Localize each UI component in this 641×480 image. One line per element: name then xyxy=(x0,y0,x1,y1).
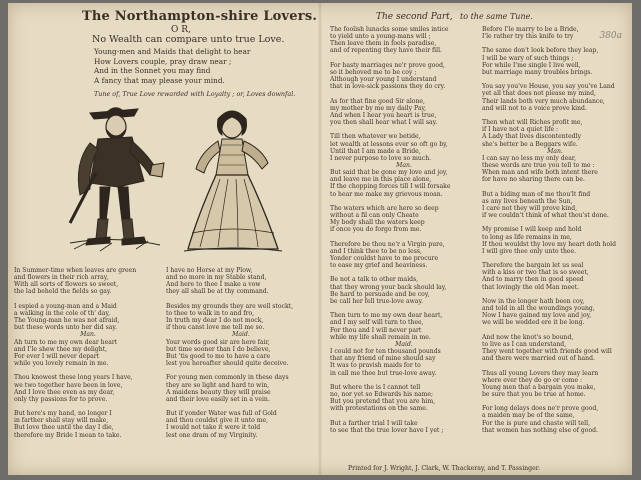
verse-line: But a biding man of me thou'lt find xyxy=(482,190,591,198)
verse-column-2 xyxy=(166,267,316,439)
verse-line: yet all that does not please my mind, xyxy=(482,90,596,98)
verse-line: For long delays does ne'r prove good, xyxy=(482,405,599,413)
verse-line: they are so light and hard to win, xyxy=(166,381,270,389)
verse-line: be call her fell true-love away. xyxy=(330,297,424,305)
verse-line: and no more in my Stable stand, xyxy=(166,274,267,282)
or-text: O R, xyxy=(171,25,191,35)
verse-line: Your words good sir are here fair, xyxy=(166,338,270,346)
verse-line: Now in the longer hath been coy, xyxy=(482,297,585,305)
speaker-label: Man. xyxy=(396,161,412,169)
verse-line: and leave me in this place alone, xyxy=(330,176,432,184)
verse-line: to ease my grief and heaviness. xyxy=(330,262,428,270)
verse-line: if thou canst love me tell me so. xyxy=(166,324,265,332)
verse-line xyxy=(330,234,478,241)
verse-line: But 'tis good to me to have a care xyxy=(166,352,271,360)
verse-line: be sure that you be true at home. xyxy=(482,390,586,398)
verse-line xyxy=(330,269,478,276)
verse-line: and thou couldst give it unto me, xyxy=(166,417,269,425)
verse-line: Then what will Riches profit me, xyxy=(482,119,583,127)
verse-line: but time sooner than I do believe, xyxy=(166,345,271,353)
verse-line: that lovingly the old Man meet. xyxy=(482,283,580,291)
verse-line: Thou knowest these long years I have, xyxy=(14,374,133,382)
verse-line: to long as life remains in me, xyxy=(482,233,572,241)
verse-line: she's better be a Beggars wife. xyxy=(482,140,578,148)
printer-imprint: Printed for J. Wright, J. Clark, W. Thackeray, and T. Passinger. xyxy=(348,465,541,472)
verse-line: Then leave them in fools paradise, xyxy=(330,40,437,48)
verse-column-4 xyxy=(482,26,628,434)
second-part-tune: to the same Tune. xyxy=(460,12,533,21)
verse-line xyxy=(166,296,316,303)
verse-line: For hasty marriages ne'r prove good, xyxy=(330,61,445,69)
verse-line: so it behoved me to be coy ; xyxy=(330,68,417,76)
verse-line: my mother by me my daily Pay, xyxy=(330,104,427,112)
verse-line: but these words unto her did say. xyxy=(14,324,117,332)
verse-line xyxy=(482,398,628,405)
verse-line: And I love thee even as my dear, xyxy=(14,388,115,396)
verse-line: But where the is I cannot tell xyxy=(330,383,421,391)
verse-line: You say you've House, you say you've Land xyxy=(482,83,615,91)
verse-line: Therefore the bargain let us seal xyxy=(482,262,584,270)
verse-line: and flowers in their rich array, xyxy=(14,274,109,282)
verse-line: Be hard to persuade and be coy, xyxy=(330,290,430,298)
verse-line xyxy=(330,55,478,62)
woodcut-man-illustration xyxy=(60,103,168,253)
verse-line: I will give thee only unto thee. xyxy=(482,247,577,255)
verse-line: Now I have gained my love and joy, xyxy=(482,312,592,320)
verse-line: I have no Horse at my Plow, xyxy=(166,267,253,274)
verse-line xyxy=(14,403,162,410)
verse-line xyxy=(166,367,316,374)
verse-line: if we couldn't think of what thou'st done. xyxy=(482,212,609,220)
verse-line: I will be wary of such things ; xyxy=(482,54,574,62)
verse-line: Be not a talk to other maids, xyxy=(330,276,419,284)
verse-line: Until that I am made a Bride, xyxy=(330,147,421,155)
verse-line: The waters which are here so deep xyxy=(330,204,439,212)
verse-line: If the chopping forces till I will forsake xyxy=(330,183,451,191)
tune-line: Tune of, True Love rewarded with Loyalty ; or, Loves downfal. xyxy=(94,90,296,98)
verse-line: Thus all young Lovers they may learn xyxy=(482,369,599,377)
verse-line: Ah turn to me my own dear heart xyxy=(14,338,118,346)
verse-line: I espied a young-man and a Maid xyxy=(14,302,117,310)
verse-line: And now the knot's so bound, xyxy=(482,333,574,341)
verse-line: The Young-man he was not afraid, xyxy=(14,317,120,325)
verse-line: to hear me make my grievous moan. xyxy=(330,190,443,198)
verse-line: while you lovely remain in me. xyxy=(14,360,109,368)
verse-line: Young men that a bargain you make, xyxy=(482,383,596,391)
verse-line: lest you hereafter should quite deceive. xyxy=(166,360,289,368)
verse-line xyxy=(330,90,478,97)
verse-line: the lad beheld the fields so gay. xyxy=(14,288,112,296)
speaker-label: Man. xyxy=(547,147,563,155)
verse-line: A Lady that lives discontentedly xyxy=(482,133,582,141)
verse-line: They went together with friends good will xyxy=(482,348,612,356)
verse-line: while my life shall remain in me. xyxy=(330,333,431,341)
verse-line: Their lands both very much abundance, xyxy=(482,97,605,105)
speaker-label: Maid. xyxy=(395,340,413,348)
intro-line: How Lovers couple, pray draw near ; xyxy=(94,56,232,66)
verse-line: Therefore be thou ne'r a Virgin pure, xyxy=(330,240,445,248)
verse-line: When man and wife both intent there xyxy=(482,169,598,177)
verse-line xyxy=(482,76,628,83)
verse-line: Before I'le marry to be a Bride, xyxy=(482,26,579,33)
verse-line xyxy=(482,40,628,47)
verse-line: we two together have been in love, xyxy=(14,381,123,389)
verse-line: but marriage many troubles brings. xyxy=(482,68,593,76)
verse-line: And here to thee I make a vow xyxy=(166,281,261,289)
verse-line xyxy=(14,296,162,303)
broadside-sheet xyxy=(8,3,632,475)
verse-line: A maidens beauty they will praise xyxy=(166,388,271,396)
verse-line: to live as I can understand, xyxy=(482,340,567,348)
verse-line: My body shall the waters keep xyxy=(330,219,425,227)
verse-line: and their love easily set in a vein. xyxy=(166,395,270,403)
verse-line xyxy=(166,403,316,410)
verse-line: to see that the true lover have I yet ; xyxy=(330,426,444,434)
intro-line: A fancy that may please your mind. xyxy=(94,75,225,85)
verse-line: Till then whatever we betide, xyxy=(330,133,421,141)
verse-line: where ever they do go or come : xyxy=(482,376,583,384)
verse-line: if once you do forgo from me. xyxy=(330,226,422,234)
verse-line: I would not take it were it told xyxy=(166,424,261,432)
verse-line: that they wrong your back should lay, xyxy=(330,283,447,291)
verse-line: a walking in the cole of th' day, xyxy=(14,309,111,317)
pencil-mark: 380a xyxy=(599,31,622,41)
verse-line: I'le rather try this knife to try xyxy=(482,33,574,41)
verse-line: For thou and I will never part xyxy=(330,326,422,334)
intro-verse xyxy=(94,47,250,85)
verse-line: But if yonder Water was full of Gold xyxy=(166,410,277,418)
verse-line: My promise I will keep and hold xyxy=(482,226,582,234)
verse-line: let wealth at lessons ever so oft go by, xyxy=(330,140,448,148)
verse-line: and there were married out of hand. xyxy=(482,355,595,363)
verse-column-1 xyxy=(14,267,162,439)
verse-line xyxy=(330,198,478,205)
verse-line: if I have not a quiet life : xyxy=(482,126,559,134)
verse-line: As for that fine good Sir alone, xyxy=(330,97,425,105)
verse-line: I could not for ten thousand pounds xyxy=(330,348,441,356)
verse-line: in call me thee but true-love away. xyxy=(330,369,437,377)
verse-line: with protestations on the same. xyxy=(330,405,428,413)
verse-line: that women has nothing else of good. xyxy=(482,426,598,434)
verse-line: no, nor yet so Edwards his name; xyxy=(330,390,434,398)
verse-line: It was to pravish maids for to xyxy=(330,362,421,370)
verse-line: without a fil can only Cheate xyxy=(330,212,419,220)
verse-line xyxy=(330,412,478,419)
ballad-title: The Northampton-shire Lovers. xyxy=(82,9,318,24)
second-part-title: The second Part, xyxy=(376,12,453,22)
verse-line: in farther shall stay will make, xyxy=(14,417,109,425)
verse-line xyxy=(482,327,628,334)
verse-line xyxy=(482,291,628,298)
verse-line: For the is pure and chaste will tell, xyxy=(482,419,591,427)
verse-line: For young men commonly in these days xyxy=(166,374,289,382)
verse-line xyxy=(330,126,478,133)
verse-line: and I think thee to be no less, xyxy=(330,247,422,255)
verse-line xyxy=(482,183,628,190)
verse-line: and will not to a voice prove kind. xyxy=(482,104,587,112)
verse-line xyxy=(482,255,628,262)
verse-line: to thee to walk in to and fro, xyxy=(166,309,255,317)
verse-line: For ever I will never depart xyxy=(14,352,100,360)
verse-line xyxy=(14,367,162,374)
verse-line xyxy=(482,362,628,369)
verse-line: these words are true you tell to me : xyxy=(482,161,595,169)
verse-line: I never purpose to love so much. xyxy=(330,154,432,162)
speaker-label: Maid. xyxy=(232,331,250,339)
verse-line: With all sorts of flowers so sweet, xyxy=(14,281,119,289)
verse-line: I can say no less my only dear, xyxy=(482,154,577,162)
verse-line: and I my self will turn to thee, xyxy=(330,319,424,327)
ballad-subtitle: No Wealth can compare unto true Love. xyxy=(92,34,285,45)
verse-line: with a kiss or two that is so sweet, xyxy=(482,269,589,277)
woodcut-woman-illustration xyxy=(178,105,288,255)
verse-line: lest one dram of my Virginity. xyxy=(166,431,258,439)
verse-line: But a farther trial I will take xyxy=(330,419,418,427)
verse-line: you then shall hear what I will say. xyxy=(330,119,438,127)
verse-line: In truth my dear I do not mock, xyxy=(166,317,264,325)
intro-line: And in the Sonnet you may find xyxy=(94,66,211,76)
verse-line: But here's my hand, no longer I xyxy=(14,410,112,418)
verse-line: But love thee until the day I die, xyxy=(14,424,114,432)
verse-line: for have no sharing there can be. xyxy=(482,176,585,184)
verse-line xyxy=(482,219,628,226)
speaker-label: Man. xyxy=(80,331,96,339)
verse-line: Then turn to me my own dear heart, xyxy=(330,312,443,320)
verse-line: and told in all the woundings young, xyxy=(482,305,595,313)
verse-line: In Summer-time when leaves are green xyxy=(14,267,137,274)
verse-line: to yield unto a young-mans will ; xyxy=(330,33,431,41)
verse-line: And to marry then in good speed xyxy=(482,276,584,284)
verse-line: Besides my grounds they are well stockt, xyxy=(166,302,294,310)
verse-line: we will be wedded ere it be long. xyxy=(482,319,585,327)
verse-line: But you pretend that you are him, xyxy=(330,398,436,406)
intro-line: Young-men and Maids that delight to hear xyxy=(94,47,251,56)
verse-line: If thou wouldst thy love my heart doth hold xyxy=(482,240,616,248)
verse-line: therefore my Bride I mean to take. xyxy=(14,431,122,439)
verse-line: that in love-sick passions they do cry. xyxy=(330,83,446,91)
verse-line: But said that be gone my love and joy, xyxy=(330,169,448,177)
verse-line: and of repenting they have their fill. xyxy=(330,47,442,55)
verse-line: that any friend of mine should say xyxy=(330,355,436,363)
verse-line: Although your young I understand xyxy=(330,76,437,84)
verse-line: a maiden may be of the same, xyxy=(482,412,575,420)
verse-line: Yonder couldst have to me procure xyxy=(330,255,439,262)
verse-line: and I'le shew thee my delight, xyxy=(14,345,108,353)
verse-line: The foolish lunacks some smiles intice xyxy=(330,26,449,33)
verse-line: I care not they will prove kind, xyxy=(482,204,578,212)
verse-column-3 xyxy=(330,26,478,434)
verse-line: The same don't look before they leap, xyxy=(482,47,599,55)
verse-line: only thy passions for to prove. xyxy=(14,395,108,403)
verse-line xyxy=(330,305,478,312)
verse-line: And when I hear you heart is true, xyxy=(330,111,437,119)
verse-line: as any lives beneath the Sun, xyxy=(482,197,573,205)
verse-line: For while I'me single I live well, xyxy=(482,61,581,69)
verse-line: they all shall be at thy command. xyxy=(166,288,269,296)
verse-line xyxy=(482,112,628,119)
verse-line xyxy=(330,377,478,384)
